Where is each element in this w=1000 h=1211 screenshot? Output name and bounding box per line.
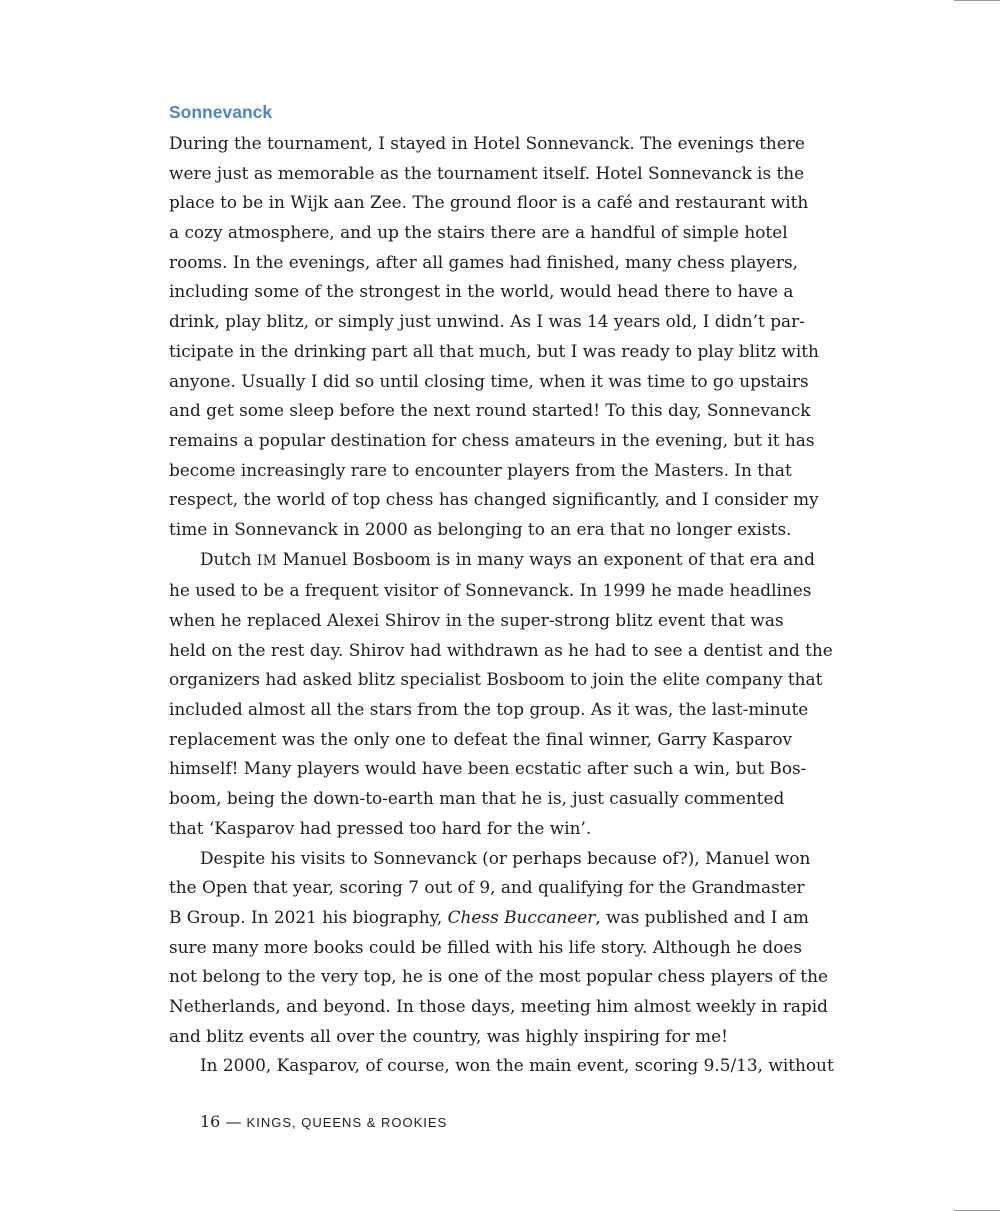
text-line — [169, 962, 869, 992]
text-run: Manuel Bosboom is in many ways an exponent of that era and — [277, 548, 815, 569]
text-line — [169, 367, 869, 397]
paragraph — [169, 844, 869, 1052]
text-line — [169, 695, 869, 725]
paragraph — [169, 1051, 869, 1081]
text-line — [169, 754, 869, 784]
text-line — [169, 456, 869, 486]
text-line — [169, 248, 869, 278]
text-run: replacement was the only one to defeat the final winner, Garry Kasparov — [169, 728, 793, 749]
text-run: Netherlands, and beyond. In those days, meeting him almost weekly in rapid — [169, 995, 828, 1016]
text-line — [169, 307, 869, 337]
text-run: sure many more books could be filled with his life story. Although he does — [169, 936, 803, 957]
text-run: held on the rest day. Shirov had withdrawn as he had to see a dentist and the — [169, 639, 833, 660]
text-run: a cozy atmosphere, and up the stairs there are a handful of simple hotel — [169, 222, 788, 243]
text-line — [169, 873, 869, 903]
text-run: , was published and I am — [595, 906, 809, 927]
text-line — [169, 129, 869, 159]
text-line — [169, 277, 869, 307]
text-run: rooms. In the evenings, after all games had finished, many chess players, — [169, 251, 799, 272]
text-run: when he replaced Alexei Shirov in the super-strong blitz event that was — [169, 610, 784, 630]
text-run: himself! Many players would have been ecstatic after such a win, but Bos- — [169, 758, 807, 779]
text-line — [169, 933, 869, 963]
text-run: and blitz events all over the country, was highly inspiring for me! — [169, 1025, 728, 1046]
text-run: During the tournament, I stayed in Hotel Sonnevanck. The evenings there — [169, 133, 805, 153]
text-line — [169, 426, 869, 456]
body-text — [169, 129, 869, 1081]
text-run: he used to be a frequent visitor of Sonnevanck. In 1999 he made headlines — [169, 580, 812, 601]
text-run: and get some sleep before the next round started! To this day, Sonnevanck — [169, 400, 811, 421]
text-line — [169, 606, 869, 636]
text-line — [169, 992, 869, 1022]
text-run: B Group. In 2021 his biography, — [169, 906, 448, 927]
text-line — [169, 636, 869, 666]
text-run: were just as memorable as the tournament itself. Hotel Sonnevanck is the — [169, 162, 805, 183]
text-line — [169, 337, 869, 367]
text-line — [169, 515, 869, 545]
text-run: Despite his visits to Sonnevanck (or perhaps because of?), Manuel won — [200, 847, 811, 868]
text-line — [169, 814, 869, 844]
text-line — [169, 725, 869, 755]
text-line — [169, 576, 869, 606]
text-run: the Open that year, scoring 7 out of 9, and qualifying for the Grandmaster — [169, 877, 805, 898]
text-run: time in Sonnevanck in 2000 as belonging to an era that no longer exists. — [169, 518, 792, 539]
paragraph — [169, 129, 869, 545]
text-run: become increasingly rare to encounter players from the Masters. In that — [169, 459, 792, 480]
page-footer — [200, 1111, 447, 1134]
text-run: In 2000, Kasparov, of course, won the main event, scoring 9.5/13, without — [200, 1055, 834, 1076]
text-run: boom, being the down-to-earth man that he is, just casually commented — [169, 788, 785, 809]
paragraph — [169, 545, 869, 844]
text-run: drink, play blitz, or simply just unwind. As I was 14 years old, I didn’t par- — [169, 311, 805, 332]
text-run: Dutch — [200, 548, 257, 569]
footer-separator: — — [220, 1112, 247, 1131]
book-title-italic: Chess Buccaneer — [447, 906, 596, 927]
small-caps-text: IM — [256, 552, 278, 569]
text-line — [169, 665, 869, 695]
text-run: place to be in Wijk aan Zee. The ground floor is a café and restaurant with — [169, 192, 809, 213]
text-run: organizers had asked blitz specialist Bosboom to join the elite company that — [169, 669, 823, 690]
text-line — [169, 159, 869, 189]
text-run: including some of the strongest in the world, would head there to have a — [169, 281, 794, 302]
text-line — [169, 784, 869, 814]
text-run: remains a popular destination for chess amateurs in the evening, but it has — [169, 429, 815, 450]
text-run: that ‘Kasparov had pressed too hard for the win’. — [169, 817, 592, 838]
text-run: respect, the world of top chess has changed significantly, and I consider my — [169, 489, 819, 510]
crop-mark-top — [954, 0, 1000, 1]
text-line — [169, 396, 869, 426]
running-title: KINGS, QUEENS & ROOKIES — [246, 1115, 448, 1130]
text-line — [169, 545, 869, 577]
text-line — [169, 844, 869, 874]
text-run: not belong to the very top, he is one of the most popular chess players of the — [169, 966, 828, 987]
section-heading: Sonnevanck — [169, 102, 273, 122]
text-line — [169, 903, 869, 933]
text-line — [169, 1022, 869, 1052]
page-number: 16 — [200, 1112, 221, 1131]
text-line — [169, 485, 869, 515]
text-line — [169, 1051, 869, 1081]
text-line — [169, 188, 869, 218]
text-run: ticipate in the drinking part all that much, but I was ready to play blitz with — [169, 340, 819, 361]
text-line — [169, 218, 869, 248]
text-run: anyone. Usually I did so until closing time, when it was time to go upstairs — [169, 370, 809, 391]
text-run: included almost all the stars from the top group. As it was, the last-minute — [169, 699, 809, 720]
